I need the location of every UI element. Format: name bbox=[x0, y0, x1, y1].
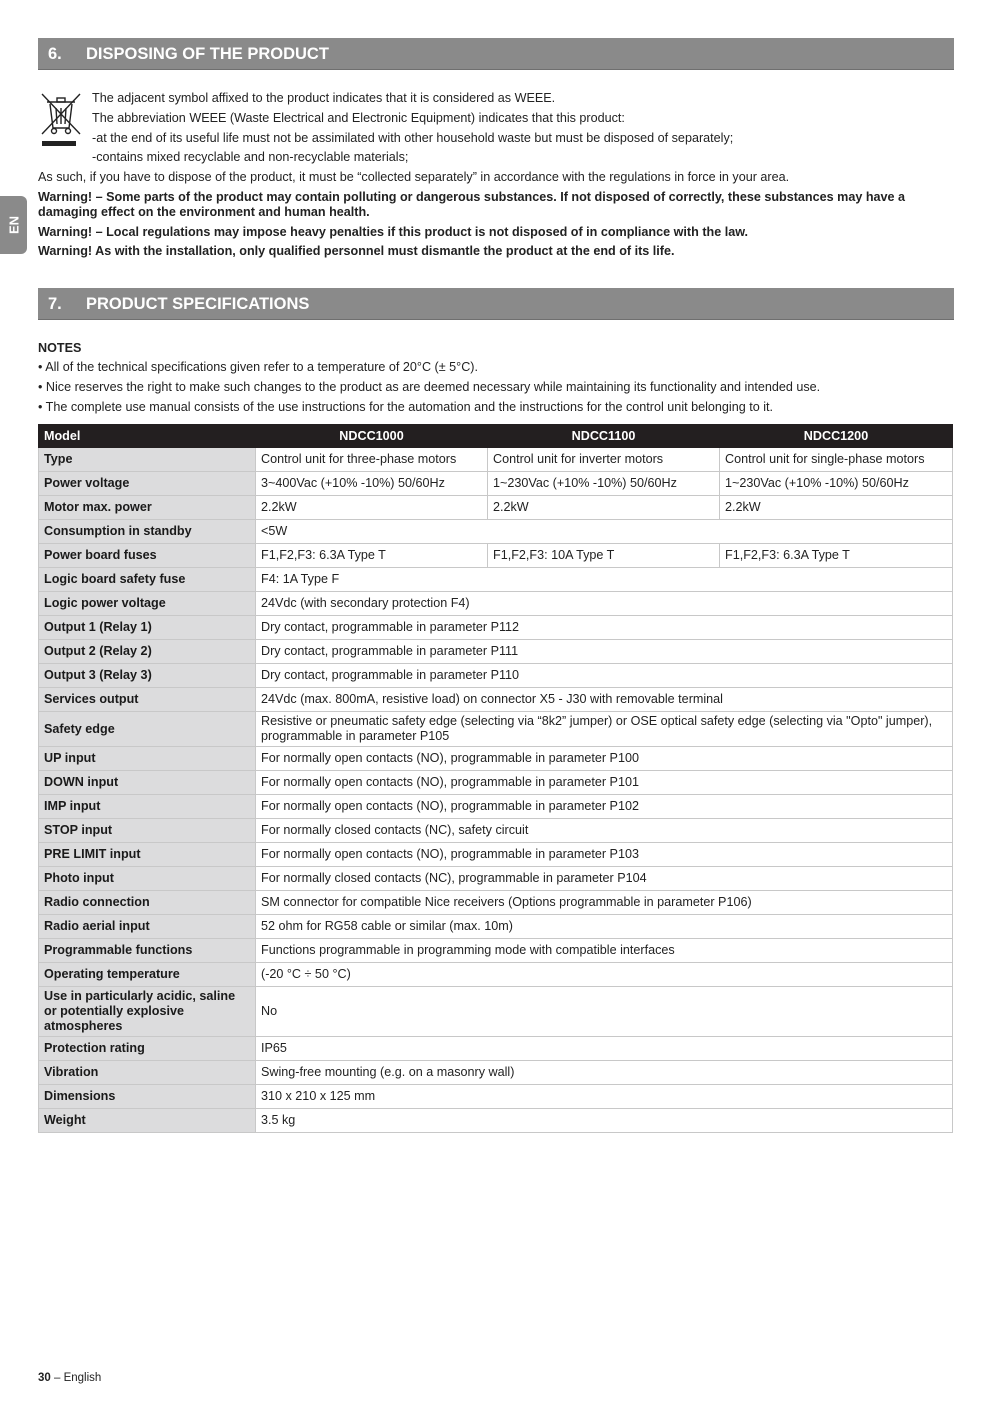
weee-line-1: The adjacent symbol affixed to the product indicates that it is considered as WEEE. bbox=[92, 91, 556, 105]
spec-value: Dry contact, programmable in parameter P111 bbox=[256, 640, 953, 664]
spec-value: 2.2kW bbox=[256, 496, 488, 520]
spec-value: SM connector for compatible Nice receivers (Options programmable in parameter P106) bbox=[256, 891, 953, 915]
table-row bbox=[39, 592, 953, 616]
weee-line-2: The abbreviation WEEE (Waste Electrical and Electronic Equipment) indicates that this product: bbox=[92, 111, 625, 125]
table-row bbox=[39, 544, 953, 568]
spec-value: No bbox=[256, 987, 953, 1037]
table-row bbox=[39, 915, 953, 939]
spec-value: For normally closed contacts (NC), programmable in parameter P104 bbox=[256, 867, 953, 891]
table-row bbox=[39, 640, 953, 664]
spec-value: F4: 1A Type F bbox=[256, 568, 953, 592]
table-row bbox=[39, 1085, 953, 1109]
spec-value: For normally open contacts (NO), programmable in parameter P100 bbox=[256, 747, 953, 771]
table-row bbox=[39, 1061, 953, 1085]
spec-value: For normally open contacts (NO), programmable in parameter P103 bbox=[256, 843, 953, 867]
footer-language: – English bbox=[50, 1372, 102, 1384]
table-row bbox=[39, 843, 953, 867]
note-1: • All of the technical specifications given refer to a temperature of 20°C (± 5°C). bbox=[38, 360, 478, 374]
table-row bbox=[39, 867, 953, 891]
table-row bbox=[39, 747, 953, 771]
spec-label: Dimensions bbox=[39, 1085, 256, 1109]
table-header-row bbox=[39, 425, 953, 448]
language-tab-label: EN bbox=[6, 215, 21, 235]
warning-2: Warning! – Local regulations may impose heavy penalties if this product is not disposed of in compliance with the law. bbox=[38, 225, 749, 239]
table-row bbox=[39, 520, 953, 544]
table-row bbox=[39, 688, 953, 712]
as-such-text: As such, if you have to dispose of the product, it must be “collected separately” in accordance with the regulations in force in your area. bbox=[38, 170, 790, 184]
column-header-ndcc1000: NDCC1000 bbox=[256, 425, 488, 448]
section-6-number: 6. bbox=[48, 45, 62, 63]
warning-1: Warning! – Some parts of the product may contain polluting or dangerous substances. If not disposed of correctly, these substances may have a damaging effect on the environment and human health. bbox=[38, 190, 906, 219]
spec-label: Logic power voltage bbox=[39, 592, 256, 616]
spec-value: For normally open contacts (NO), programmable in parameter P102 bbox=[256, 795, 953, 819]
spec-value: 24Vdc (max. 800mA, resistive load) on connector X5 - J30 with removable terminal bbox=[256, 688, 953, 712]
spec-value: Functions programmable in programming mode with compatible interfaces bbox=[256, 939, 953, 963]
spec-value: Resistive or pneumatic safety edge (selecting via “8k2” jumper) or OSE optical safety edge (selecting via "Opto" jumper), programmable in parameter P105 bbox=[256, 712, 953, 747]
spec-label: Motor max. power bbox=[39, 496, 256, 520]
spec-value: 24Vdc (with secondary protection F4) bbox=[256, 592, 953, 616]
spec-label: UP input bbox=[39, 747, 256, 771]
column-header-ndcc1200: NDCC1200 bbox=[720, 425, 953, 448]
spec-value: IP65 bbox=[256, 1037, 953, 1061]
spec-value: 2.2kW bbox=[720, 496, 953, 520]
column-header-model: Model bbox=[39, 425, 256, 448]
spec-label: Radio connection bbox=[39, 891, 256, 915]
spec-value: 3.5 kg bbox=[256, 1109, 953, 1133]
spec-value: 310 x 210 x 125 mm bbox=[256, 1085, 953, 1109]
spec-label: Photo input bbox=[39, 867, 256, 891]
spec-label: DOWN input bbox=[39, 771, 256, 795]
spec-value: Dry contact, programmable in parameter P112 bbox=[256, 616, 953, 640]
spec-label: Vibration bbox=[39, 1061, 256, 1085]
specifications-table-body bbox=[39, 448, 953, 1133]
spec-value: For normally closed contacts (NC), safety circuit bbox=[256, 819, 953, 843]
table-row bbox=[39, 568, 953, 592]
spec-value: F1,F2,F3: 10A Type T bbox=[488, 544, 720, 568]
spec-value: <5W bbox=[256, 520, 953, 544]
spec-value: F1,F2,F3: 6.3A Type T bbox=[256, 544, 488, 568]
spec-label: Output 1 (Relay 1) bbox=[39, 616, 256, 640]
section-6-header bbox=[38, 38, 954, 70]
table-row bbox=[39, 448, 953, 472]
table-row bbox=[39, 819, 953, 843]
table-row bbox=[39, 795, 953, 819]
spec-value: (-20 °C ÷ 50 °C) bbox=[256, 963, 953, 987]
spec-value: For normally open contacts (NO), programmable in parameter P101 bbox=[256, 771, 953, 795]
spec-label: Weight bbox=[39, 1109, 256, 1133]
spec-label: Output 3 (Relay 3) bbox=[39, 664, 256, 688]
spec-value: 1~230Vac (+10% -10%) 50/60Hz bbox=[488, 472, 720, 496]
spec-label: Services output bbox=[39, 688, 256, 712]
table-row bbox=[39, 616, 953, 640]
language-tab bbox=[0, 196, 27, 254]
table-row bbox=[39, 771, 953, 795]
spec-label: STOP input bbox=[39, 819, 256, 843]
specifications-table bbox=[38, 424, 953, 1133]
table-row bbox=[39, 496, 953, 520]
table-row bbox=[39, 712, 953, 747]
table-row bbox=[39, 963, 953, 987]
section-7-number: 7. bbox=[48, 295, 62, 313]
section-7-header bbox=[38, 288, 954, 320]
warning-3: Warning! As with the installation, only qualified personnel must dismantle the product at the end of its life. bbox=[38, 244, 675, 258]
spec-label: Programmable functions bbox=[39, 939, 256, 963]
spec-label: PRE LIMIT input bbox=[39, 843, 256, 867]
weee-line-3: -at the end of its useful life must not be assimilated with other household waste but must be disposed of separately; bbox=[92, 131, 734, 145]
notes-title: NOTES bbox=[38, 341, 82, 355]
spec-value: Dry contact, programmable in parameter P110 bbox=[256, 664, 953, 688]
note-2: • Nice reserves the right to make such changes to the product as are deemed necessary while maintaining its functionality and intended use. bbox=[38, 380, 821, 394]
table-row bbox=[39, 987, 953, 1037]
spec-label: Type bbox=[39, 448, 256, 472]
table-row bbox=[39, 1109, 953, 1133]
table-row bbox=[39, 939, 953, 963]
spec-label: Consumption in standby bbox=[39, 520, 256, 544]
table-row bbox=[39, 472, 953, 496]
spec-label: Logic board safety fuse bbox=[39, 568, 256, 592]
spec-label: Safety edge bbox=[39, 712, 256, 747]
spec-value: 2.2kW bbox=[488, 496, 720, 520]
spec-label: Use in particularly acidic, saline or potentially explosive atmospheres bbox=[39, 987, 256, 1037]
section-7-title: PRODUCT SPECIFICATIONS bbox=[86, 295, 310, 313]
weee-line-4: -contains mixed recyclable and non-recyclable materials; bbox=[92, 150, 409, 164]
spec-value: 3~400Vac (+10% -10%) 50/60Hz bbox=[256, 472, 488, 496]
weee-crossed-bin-icon bbox=[38, 90, 84, 150]
table-row bbox=[39, 1037, 953, 1061]
page-number: 30 bbox=[38, 1372, 51, 1384]
spec-label: Power board fuses bbox=[39, 544, 256, 568]
spec-value: Control unit for three-phase motors bbox=[256, 448, 488, 472]
section-6-title: DISPOSING OF THE PRODUCT bbox=[86, 45, 329, 63]
spec-label: Power voltage bbox=[39, 472, 256, 496]
spec-value: Control unit for single-phase motors bbox=[720, 448, 953, 472]
page-footer bbox=[38, 1372, 101, 1384]
column-header-ndcc1100: NDCC1100 bbox=[488, 425, 720, 448]
spec-value: F1,F2,F3: 6.3A Type T bbox=[720, 544, 953, 568]
spec-value: 52 ohm for RG58 cable or similar (max. 10m) bbox=[256, 915, 953, 939]
spec-label: Protection rating bbox=[39, 1037, 256, 1061]
spec-value: 1~230Vac (+10% -10%) 50/60Hz bbox=[720, 472, 953, 496]
spec-label: IMP input bbox=[39, 795, 256, 819]
table-row bbox=[39, 664, 953, 688]
spec-label: Radio aerial input bbox=[39, 915, 256, 939]
spec-value: Control unit for inverter motors bbox=[488, 448, 720, 472]
note-3: • The complete use manual consists of the use instructions for the automation and the instructions for the control unit belonging to it. bbox=[38, 400, 774, 414]
spec-label: Output 2 (Relay 2) bbox=[39, 640, 256, 664]
table-row bbox=[39, 891, 953, 915]
spec-value: Swing-free mounting (e.g. on a masonry wall) bbox=[256, 1061, 953, 1085]
spec-label: Operating temperature bbox=[39, 963, 256, 987]
